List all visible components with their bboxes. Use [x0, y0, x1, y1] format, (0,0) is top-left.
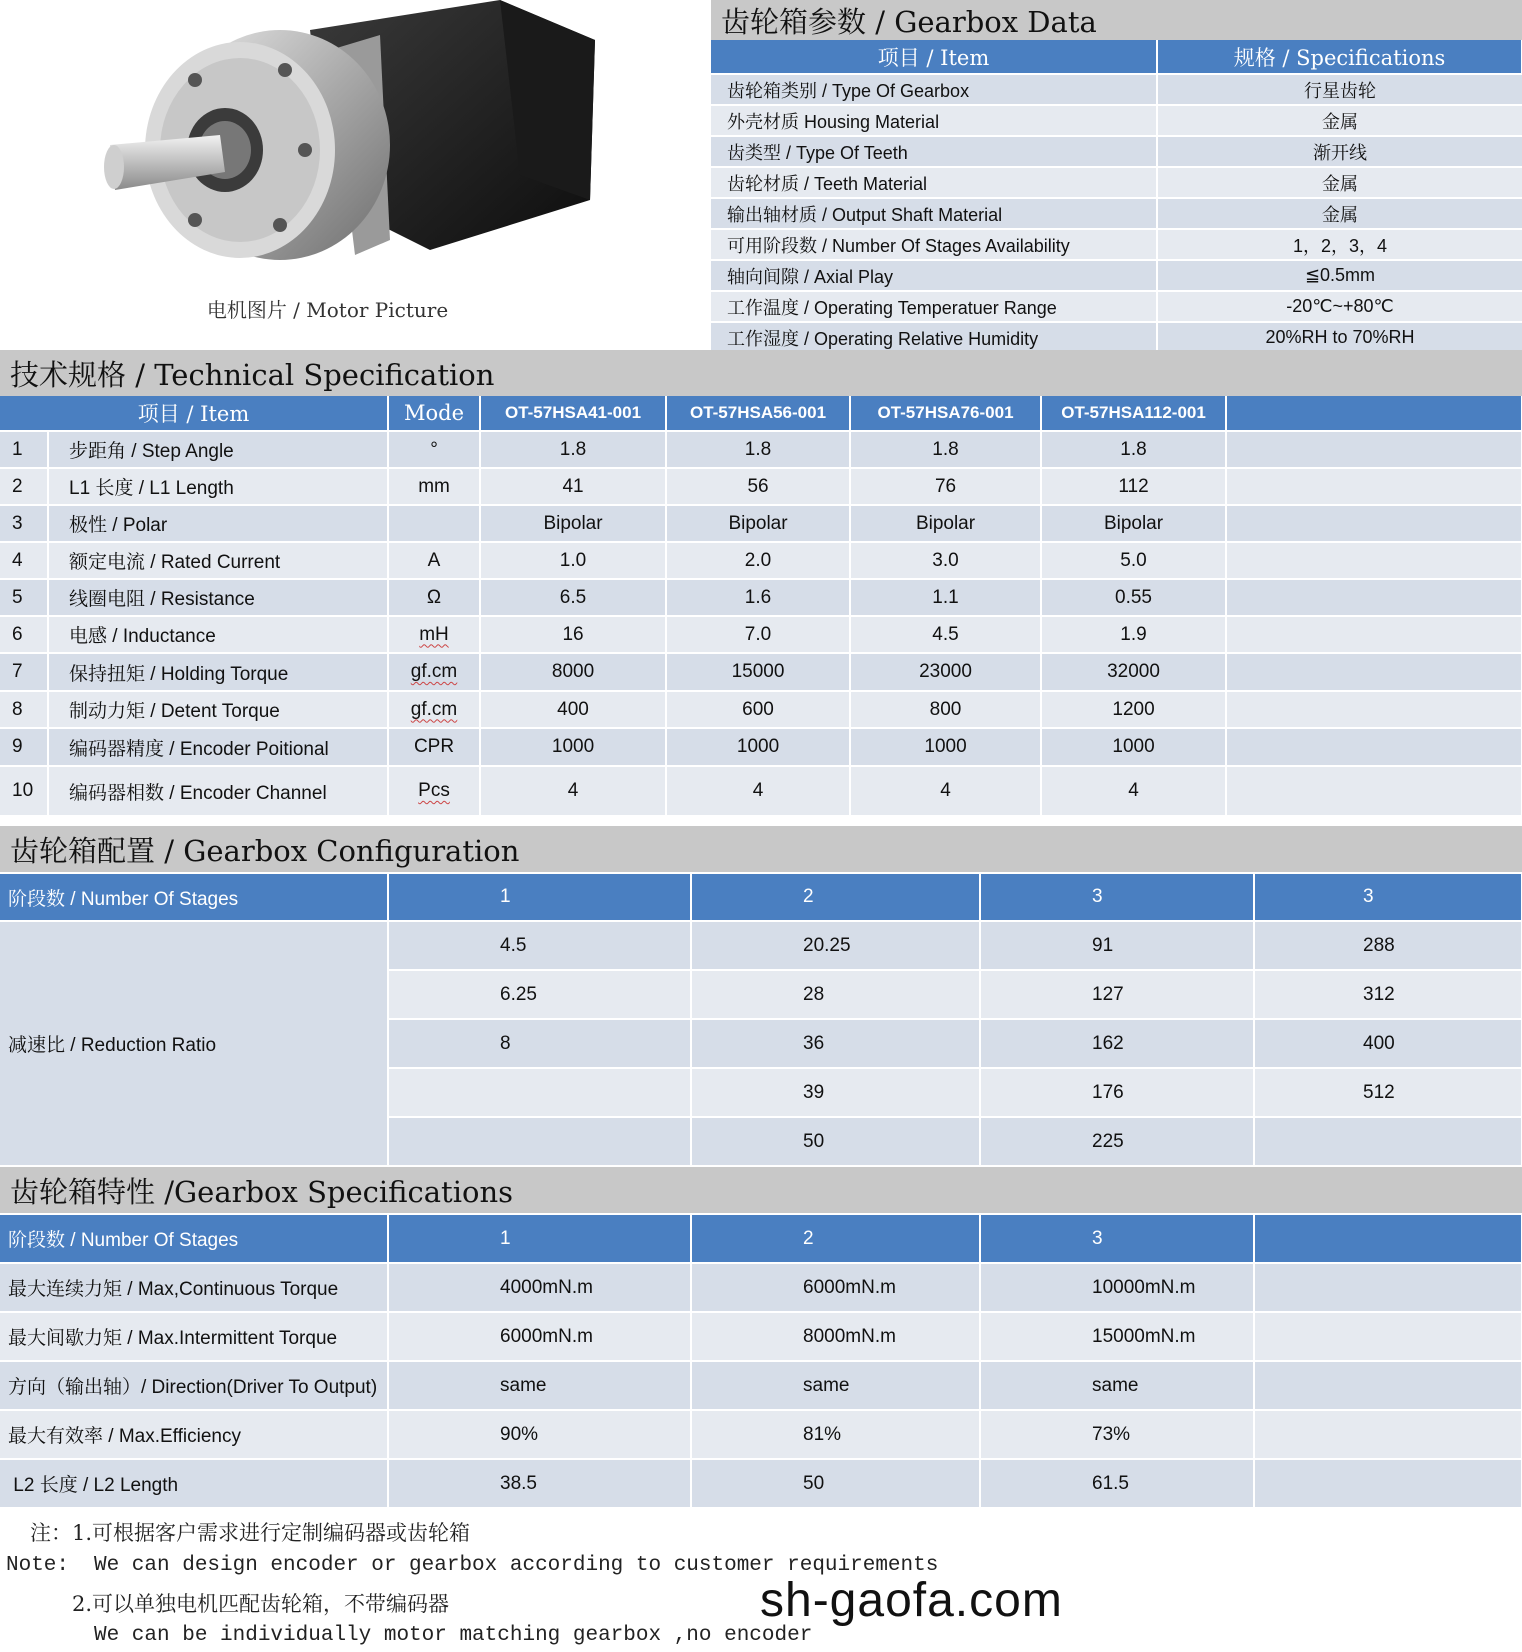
ratio-cell: 50: [691, 1117, 980, 1165]
spec-value: 90%: [388, 1410, 691, 1459]
item-cell: 外壳材质 Housing Material: [711, 105, 1157, 136]
value-cell: 600: [666, 691, 850, 728]
table-row: [0, 579, 1522, 616]
table-header-row: [0, 396, 1522, 431]
value-cell: 6.5: [480, 579, 666, 616]
ratio-cell: [388, 1117, 691, 1165]
value-cell: Bipolar: [480, 505, 666, 542]
spec-value: 6000mN.m: [691, 1263, 980, 1312]
row-number: 1: [0, 431, 48, 468]
value-cell: 400: [480, 691, 666, 728]
stages-row: [0, 1214, 1522, 1263]
value-cell: Bipolar: [850, 505, 1041, 542]
gearbox-spec-table: [0, 1213, 1522, 1507]
spec-cell: 20%RH to 70%RH: [1157, 322, 1522, 352]
ratio-cell: 400: [1254, 1019, 1522, 1068]
stages-row: [0, 873, 1522, 921]
empty-cell: [1226, 653, 1522, 691]
stage-cell: 2: [691, 873, 980, 921]
value-cell: 4: [666, 766, 850, 815]
row-number: 9: [0, 728, 48, 766]
empty-cell: [1226, 431, 1522, 468]
stage-cell: 3: [980, 1214, 1254, 1263]
ratio-cell: [1254, 1117, 1522, 1165]
item-cell: 可用阶段数 / Number Of Stages Availability: [711, 229, 1157, 260]
value-cell: 1200: [1041, 691, 1226, 728]
value-cell: 112: [1041, 468, 1226, 505]
table-row: [711, 167, 1522, 198]
unit-cell: Ω: [388, 579, 480, 616]
ratio-cell: [388, 1068, 691, 1117]
ratio-cell: 39: [691, 1068, 980, 1117]
spec-value: [1254, 1459, 1522, 1507]
value-cell: 15000: [666, 653, 850, 691]
note-line-2: We can design encoder or gearbox according to customer requirements: [94, 1554, 939, 1577]
tech-spec-table: [0, 396, 1522, 815]
item-cell: 保持扭矩 / Holding Torque: [48, 653, 388, 691]
value-cell: 56: [666, 468, 850, 505]
empty-cell: [1226, 579, 1522, 616]
spec-cell: 行星齿轮: [1157, 74, 1522, 105]
unit-cell: CPR: [388, 728, 480, 766]
value-cell: 32000: [1041, 653, 1226, 691]
spec-value: same: [980, 1361, 1254, 1410]
value-cell: 1.1: [850, 579, 1041, 616]
table-row: [0, 728, 1522, 766]
ratio-label: 减速比 / Reduction Ratio: [0, 921, 388, 1165]
ratio-cell: 127: [980, 970, 1254, 1019]
ratio-cell: 36: [691, 1019, 980, 1068]
unit-cell: [388, 505, 480, 542]
note-line-3: 2.可以单独电机匹配齿轮箱，不带编码器: [72, 1592, 450, 1616]
stage-cell: 3: [1254, 873, 1522, 921]
unit-cell: A: [388, 542, 480, 579]
table-header-row: [711, 40, 1522, 74]
table-row: [711, 322, 1522, 352]
table-row: [0, 766, 1522, 815]
table-row: [0, 616, 1522, 653]
empty-cell: [1226, 542, 1522, 579]
empty-cell: [1226, 468, 1522, 505]
item-cell: 额定电流 / Rated Current: [48, 542, 388, 579]
value-cell: 0.55: [1041, 579, 1226, 616]
row-number: 2: [0, 468, 48, 505]
value-cell: 23000: [850, 653, 1041, 691]
header-item: 项目 / Item: [0, 396, 388, 431]
row-number: 5: [0, 579, 48, 616]
spec-value: [1254, 1312, 1522, 1361]
item-cell: 齿轮箱类别 / Type Of Gearbox: [711, 74, 1157, 105]
spec-label: 最大间歇力矩 / Max.Intermittent Torque: [0, 1312, 388, 1361]
item-cell: 线圈电阻 / Resistance: [48, 579, 388, 616]
value-cell: 1.8: [850, 431, 1041, 468]
value-cell: 1000: [850, 728, 1041, 766]
value-cell: 8000: [480, 653, 666, 691]
stage-cell: 1: [388, 873, 691, 921]
value-cell: 1.8: [1041, 431, 1226, 468]
spec-label: 最大有效率 / Max.Efficiency: [0, 1410, 388, 1459]
header-model: OT-57HSA41-001: [480, 396, 666, 431]
gearbox-data-title: 齿轮箱参数 / Gearbox Data: [711, 0, 1522, 40]
header-model: OT-57HSA56-001: [666, 396, 850, 431]
note-line-4: We can be individually motor matching gearbox ,no encoder: [94, 1624, 813, 1647]
table-row: [711, 136, 1522, 167]
header-spec: 规格 / Specifications: [1157, 40, 1522, 74]
ratio-cell: 225: [980, 1117, 1254, 1165]
value-cell: 4.5: [850, 616, 1041, 653]
item-cell: 步距角 / Step Angle: [48, 431, 388, 468]
spec-value: 6000mN.m: [388, 1312, 691, 1361]
value-cell: 2.0: [666, 542, 850, 579]
row-number: 4: [0, 542, 48, 579]
value-cell: 4: [480, 766, 666, 815]
stages-label: 阶段数 / Number Of Stages: [0, 873, 388, 921]
table-row: [711, 198, 1522, 229]
spec-value: 61.5: [980, 1459, 1254, 1507]
value-cell: 76: [850, 468, 1041, 505]
item-cell: 编码器精度 / Encoder Poitional: [48, 728, 388, 766]
ratio-cell: 28: [691, 970, 980, 1019]
empty-cell: [1226, 766, 1522, 815]
table-row: [0, 468, 1522, 505]
ratio-cell: 312: [1254, 970, 1522, 1019]
row-number: 3: [0, 505, 48, 542]
header-mode: Mode: [388, 396, 480, 431]
row-number: 10: [0, 766, 48, 815]
empty-cell: [1226, 505, 1522, 542]
spec-value: 50: [691, 1459, 980, 1507]
stage-cell: 1: [388, 1214, 691, 1263]
spec-value: same: [388, 1361, 691, 1410]
motor-caption: 电机图片 / Motor Picture: [206, 298, 449, 322]
row-number: 8: [0, 691, 48, 728]
table-row: [0, 505, 1522, 542]
unit-cell: mm: [388, 468, 480, 505]
value-cell: 7.0: [666, 616, 850, 653]
item-cell: 编码器相数 / Encoder Channel: [48, 766, 388, 815]
spec-cell: 金属: [1157, 167, 1522, 198]
value-cell: 16: [480, 616, 666, 653]
item-cell: 轴向间隙 / Axial Play: [711, 260, 1157, 291]
ratio-cell: 6.25: [388, 970, 691, 1019]
spec-value: 4000mN.m: [388, 1263, 691, 1312]
value-cell: Bipolar: [666, 505, 850, 542]
spec-value: 10000mN.m: [980, 1263, 1254, 1312]
gearbox-data-table: [711, 40, 1522, 352]
table-row: [0, 1361, 1522, 1410]
item-cell: 电感 / Inductance: [48, 616, 388, 653]
empty-cell: [1226, 728, 1522, 766]
note-label: Note:: [6, 1554, 70, 1577]
ratio-cell: 8: [388, 1019, 691, 1068]
value-cell: 1000: [1041, 728, 1226, 766]
spec-cell: 1，2，3，4: [1157, 229, 1522, 260]
table-row: [0, 542, 1522, 579]
unit-cell: gf.cm: [388, 653, 480, 691]
spec-value: 81%: [691, 1410, 980, 1459]
table-row: [711, 74, 1522, 105]
row-number: 6: [0, 616, 48, 653]
unit-cell: °: [388, 431, 480, 468]
ratio-cell: 20.25: [691, 921, 980, 970]
spec-value: [1254, 1410, 1522, 1459]
gearbox-config-title: 齿轮箱配置 / Gearbox Configuration: [0, 826, 1522, 872]
item-cell: L1 长度 / L1 Length: [48, 468, 388, 505]
item-cell: 极性 / Polar: [48, 505, 388, 542]
stage-cell: 3: [980, 873, 1254, 921]
value-cell: 1.9: [1041, 616, 1226, 653]
item-cell: 工作温度 / Operating Temperatuer Range: [711, 291, 1157, 322]
spec-cell: -20℃~+80℃: [1157, 291, 1522, 322]
empty-cell: [1226, 691, 1522, 728]
table-row: [0, 431, 1522, 468]
item-cell: 制动力矩 / Detent Torque: [48, 691, 388, 728]
spec-label: L2 长度 / L2 Length: [0, 1459, 388, 1507]
ratio-cell: 288: [1254, 921, 1522, 970]
stage-cell: [1254, 1214, 1522, 1263]
value-cell: 1.8: [480, 431, 666, 468]
spec-value: 73%: [980, 1410, 1254, 1459]
table-row: [711, 105, 1522, 136]
header-model: OT-57HSA76-001: [850, 396, 1041, 431]
stages-label: 阶段数 / Number Of Stages: [0, 1214, 388, 1263]
value-cell: 1.8: [666, 431, 850, 468]
unit-cell: Pcs: [388, 766, 480, 815]
value-cell: 3.0: [850, 542, 1041, 579]
table-row: [0, 1410, 1522, 1459]
spec-value: 15000mN.m: [980, 1312, 1254, 1361]
tech-spec-title: 技术规格 / Technical Specification: [0, 350, 1522, 396]
header-model: OT-57HSA112-001: [1041, 396, 1226, 431]
item-cell: 工作湿度 / Operating Relative Humidity: [711, 322, 1157, 352]
ratio-cell: 162: [980, 1019, 1254, 1068]
header-item: 项目 / Item: [711, 40, 1157, 74]
spec-cell: 金属: [1157, 105, 1522, 136]
spec-cell: 渐开线: [1157, 136, 1522, 167]
spec-value: [1254, 1263, 1522, 1312]
gearbox-config-table: [0, 872, 1522, 1165]
table-row: [711, 260, 1522, 291]
table-row: [0, 1263, 1522, 1312]
value-cell: Bipolar: [1041, 505, 1226, 542]
spec-cell: ≦0.5mm: [1157, 260, 1522, 291]
gearbox-spec-title: 齿轮箱特性 /Gearbox Specifications: [0, 1167, 1522, 1213]
spec-value: [1254, 1361, 1522, 1410]
spec-value: same: [691, 1361, 980, 1410]
value-cell: 41: [480, 468, 666, 505]
unit-cell: gf.cm: [388, 691, 480, 728]
table-row: [711, 229, 1522, 260]
spec-label: 最大连续力矩 / Max,Continuous Torque: [0, 1263, 388, 1312]
spec-label: 方向（输出轴）/ Direction(Driver To Output): [0, 1361, 388, 1410]
value-cell: 1000: [480, 728, 666, 766]
item-cell: 输出轴材质 / Output Shaft Material: [711, 198, 1157, 229]
spec-cell: 金属: [1157, 198, 1522, 229]
header-empty: [1226, 396, 1522, 431]
table-row: [0, 1459, 1522, 1507]
value-cell: 5.0: [1041, 542, 1226, 579]
motor-image: [100, 0, 595, 262]
table-row: [0, 1312, 1522, 1361]
value-cell: 800: [850, 691, 1041, 728]
item-cell: 齿类型 / Type Of Teeth: [711, 136, 1157, 167]
unit-cell: mH: [388, 616, 480, 653]
table-row: [711, 291, 1522, 322]
spec-value: 8000mN.m: [691, 1312, 980, 1361]
value-cell: 1000: [666, 728, 850, 766]
value-cell: 1.6: [666, 579, 850, 616]
ratio-row: [0, 921, 1522, 970]
value-cell: 1.0: [480, 542, 666, 579]
ratio-cell: 4.5: [388, 921, 691, 970]
note-line-1: 注：1.可根据客户需求进行定制编码器或齿轮箱: [30, 1521, 471, 1545]
empty-cell: [1226, 616, 1522, 653]
table-row: [0, 691, 1522, 728]
ratio-cell: 91: [980, 921, 1254, 970]
table-row: [0, 653, 1522, 691]
website-label: sh-gaofa.com: [760, 1574, 1063, 1627]
ratio-cell: 512: [1254, 1068, 1522, 1117]
value-cell: 4: [850, 766, 1041, 815]
item-cell: 齿轮材质 / Teeth Material: [711, 167, 1157, 198]
row-number: 7: [0, 653, 48, 691]
ratio-cell: 176: [980, 1068, 1254, 1117]
stage-cell: 2: [691, 1214, 980, 1263]
value-cell: 4: [1041, 766, 1226, 815]
spec-value: 38.5: [388, 1459, 691, 1507]
